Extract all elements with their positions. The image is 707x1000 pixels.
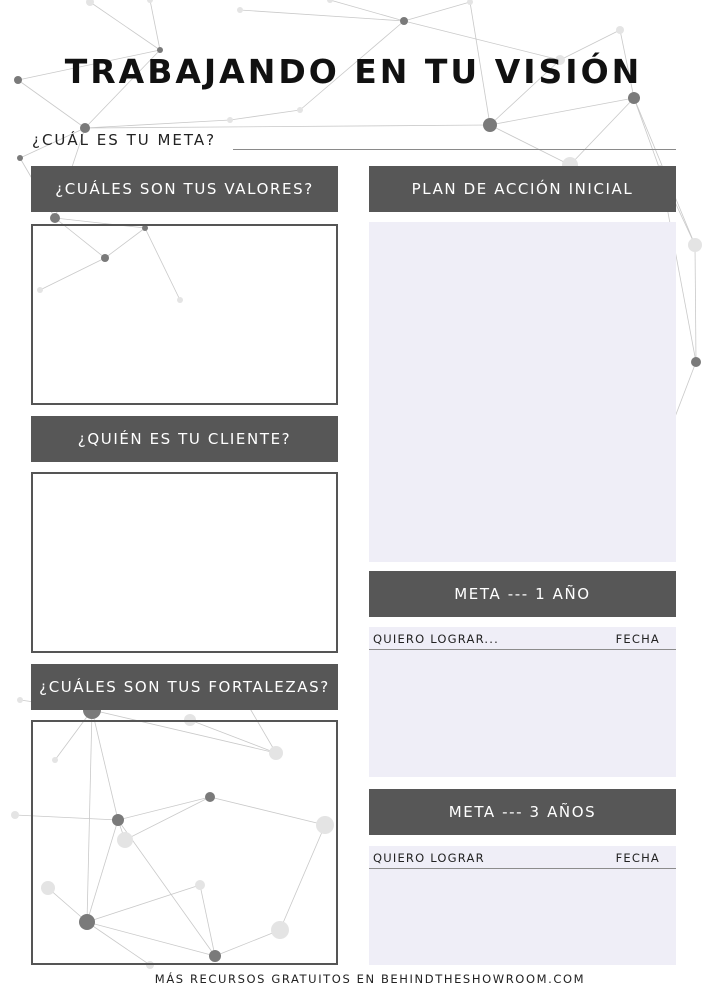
network-node bbox=[237, 7, 243, 13]
goal-answer-line[interactable] bbox=[233, 149, 676, 150]
network-link bbox=[240, 10, 404, 21]
network-node bbox=[327, 0, 333, 3]
network-node bbox=[400, 17, 408, 25]
network-node bbox=[11, 811, 19, 819]
values-header: ¿CUÁLES SON TUS VALORES? bbox=[31, 166, 338, 212]
network-node bbox=[17, 155, 23, 161]
network-node bbox=[483, 118, 497, 132]
network-node bbox=[616, 26, 624, 34]
network-link bbox=[230, 110, 300, 120]
network-node bbox=[467, 0, 473, 5]
goal-3-years-columns bbox=[369, 847, 676, 869]
goal-3-years-header: META --- 3 AÑOS bbox=[369, 789, 676, 835]
network-link bbox=[90, 2, 160, 50]
goal-1-year-header: META --- 1 AÑO bbox=[369, 571, 676, 617]
network-node bbox=[86, 0, 94, 6]
network-link bbox=[404, 2, 470, 21]
action-plan-area[interactable] bbox=[369, 222, 676, 562]
network-node bbox=[17, 697, 23, 703]
network-link bbox=[330, 0, 404, 21]
network-link bbox=[634, 98, 660, 170]
page-title: TRABAJANDO EN TU VISIÓN bbox=[64, 52, 643, 91]
network-node bbox=[50, 213, 60, 223]
strengths-header: ¿CUÁLES SON TUS FORTALEZAS? bbox=[31, 664, 338, 710]
network-node bbox=[227, 117, 233, 123]
goal-3-years-col-achieve: QUIERO LOGRAR bbox=[373, 850, 485, 865]
strengths-box[interactable] bbox=[31, 720, 338, 965]
network-node bbox=[628, 92, 640, 104]
network-node bbox=[688, 238, 702, 252]
network-node bbox=[147, 0, 153, 3]
values-box[interactable] bbox=[31, 224, 338, 405]
goal-1-year-col-achieve: QUIERO LOGRAR... bbox=[373, 631, 499, 646]
network-link bbox=[85, 125, 490, 128]
network-link bbox=[150, 0, 160, 50]
network-node bbox=[691, 357, 701, 367]
goal-3-years-col-date: FECHA bbox=[615, 850, 660, 865]
network-link bbox=[490, 125, 570, 165]
footer-resources-link[interactable]: MÁS RECURSOS GRATUITOS EN BEHINDTHESHOWROOM.COM bbox=[154, 972, 586, 986]
goal-1-year-col-date: FECHA bbox=[615, 631, 660, 646]
action-plan-header: PLAN DE ACCIÓN INICIAL bbox=[369, 166, 676, 212]
goal-question-label: ¿CUÁL ES TU META? bbox=[32, 131, 217, 149]
network-node bbox=[297, 107, 303, 113]
network-link bbox=[695, 245, 696, 362]
client-box[interactable] bbox=[31, 472, 338, 653]
client-header: ¿QUIÉN ES TU CLIENTE? bbox=[31, 416, 338, 462]
goal-1-year-columns bbox=[369, 628, 676, 650]
